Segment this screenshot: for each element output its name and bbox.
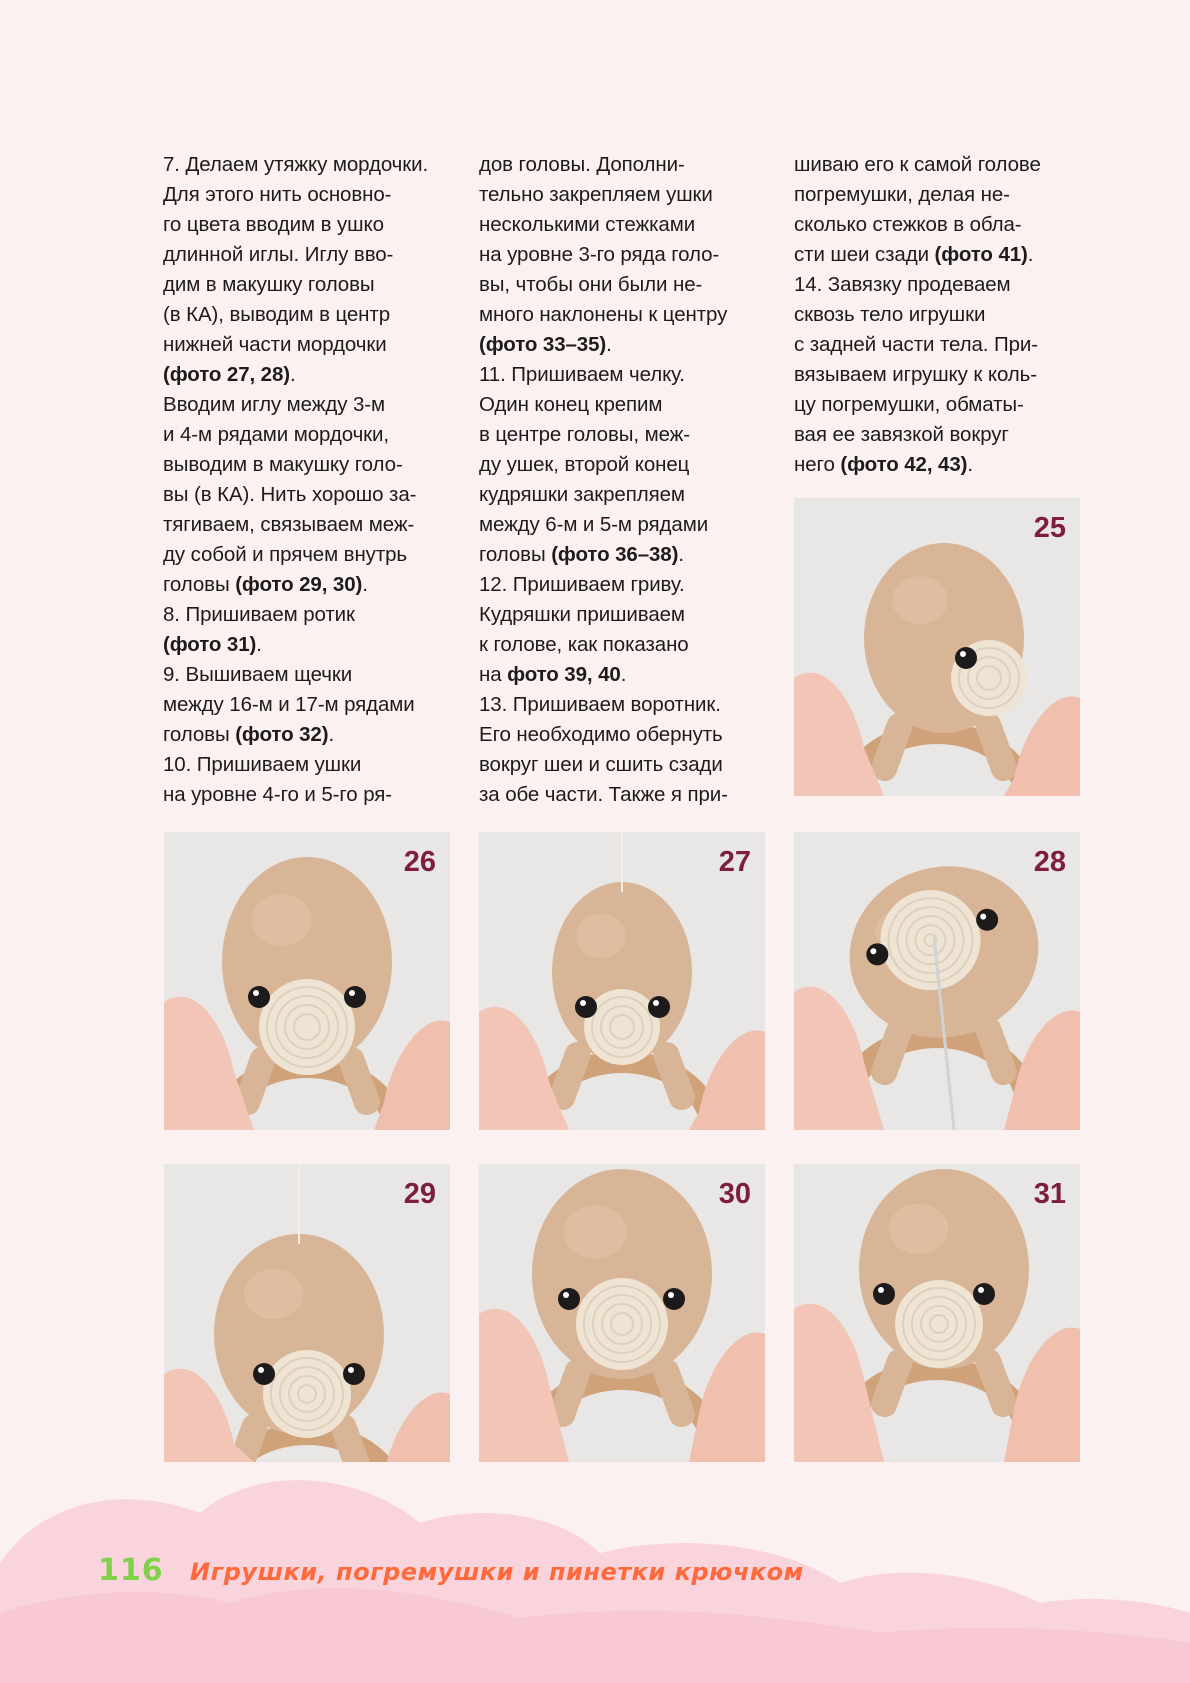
photo-reference: (фото 33–35): [479, 333, 607, 356]
photo-number: 26: [403, 846, 436, 878]
text-run: .: [290, 363, 296, 386]
photo-26: [164, 832, 450, 1130]
text-run: 12. Пришиваем гриву. Кудряшки пришиваем к голове, как показано на: [479, 573, 689, 686]
text-run: .: [678, 543, 684, 566]
photo-29: [164, 1164, 450, 1462]
photo-27: [479, 832, 765, 1130]
photo-25: [794, 498, 1080, 796]
photo-30: [479, 1164, 765, 1462]
paragraph: [794, 150, 1086, 270]
photo-number: 31: [1033, 1178, 1066, 1210]
text-run: .: [362, 573, 368, 596]
text-run: .: [1027, 243, 1034, 266]
text-run: 14. Завязку продеваем сквозь тело игрушки с задней части тела. При- вязываем игрушку к коль- цу погремушки, обматы- вая ее завязкой вокруг него: [794, 273, 1038, 476]
page-number: 116: [98, 1553, 164, 1588]
text-column-3: [794, 150, 1086, 480]
text-run: Вводим иглу между 3-м и 4-м рядами мордочки, выводим в макушку голо- вы (в КА). Нить хорошо за- тягиваем, связываем меж- ду собой и прячем внутрь головы: [163, 393, 417, 596]
text-column-2: [479, 150, 771, 810]
photo-28: [794, 832, 1080, 1130]
photo-reference: (фото 31): [163, 633, 257, 656]
paragraph: [163, 390, 455, 600]
photo-number: 29: [403, 1178, 436, 1210]
photo-reference: (фото 32): [235, 723, 329, 746]
paragraph: [163, 600, 455, 660]
running-title: Игрушки, погремушки и пинетки крючком: [190, 1558, 804, 1586]
photo-31: [794, 1164, 1080, 1462]
photo-reference: фото 39, 40: [507, 663, 621, 686]
text-run: .: [620, 663, 627, 686]
photo-number: 30: [718, 1178, 751, 1210]
paragraph: [479, 690, 771, 810]
text-run: 8. Пришиваем ротик: [163, 603, 355, 626]
text-run: .: [967, 453, 973, 476]
photo-reference: (фото 27, 28): [163, 363, 291, 386]
paragraph: [163, 150, 455, 390]
photo-reference: (фото 29, 30): [235, 573, 363, 596]
paragraph: [479, 150, 771, 360]
photo-number: 28: [1033, 846, 1066, 878]
text-run: 9. Вышиваем щечки между 16-м и 17-м рядами головы: [163, 663, 415, 746]
text-column-1: [163, 150, 455, 810]
text-run: .: [328, 723, 335, 746]
text-run: 13. Пришиваем воротник. Его необходимо обернуть вокруг шеи и сшить сзади за обе части. Также я при-: [479, 693, 728, 806]
paragraph: [479, 570, 771, 690]
paragraph: [479, 360, 771, 570]
text-run: 11. Пришиваем челку. Один конец крепим в центре головы, меж- ду ушек, второй конец кудряшки закрепляем между 6-м и 5-м рядами головы: [479, 363, 709, 566]
text-run: шиваю его к самой голове погремушки, делая не- сколько стежков в обла- сти шеи сзади: [794, 153, 1041, 266]
paragraph: [163, 750, 455, 810]
text-run: .: [256, 633, 262, 656]
photo-reference: (фото 36–38): [551, 543, 679, 566]
paragraph: [163, 660, 455, 750]
photo-number: 27: [718, 846, 751, 878]
text-run: 10. Пришиваем ушки на уровне 4-го и 5-го ря-: [163, 753, 392, 806]
text-run: дов головы. Дополни- тельно закрепляем ушки несколькими стежками на уровне 3-го ряда голо- вы, чтобы они были не- много наклонены к центру: [479, 153, 728, 326]
photo-reference: (фото 41): [934, 243, 1028, 266]
paragraph: [794, 270, 1086, 480]
photo-reference: (фото 42, 43): [840, 453, 968, 476]
text-run: 7. Делаем утяжку мордочки. Для этого нить основно- го цвета вводим в ушко длинной иглы. Иглу вво- дим в макушку головы (в КА), выводим в центр нижней части мордочки: [163, 153, 429, 356]
text-run: .: [606, 333, 612, 356]
photo-number: 25: [1033, 512, 1066, 544]
